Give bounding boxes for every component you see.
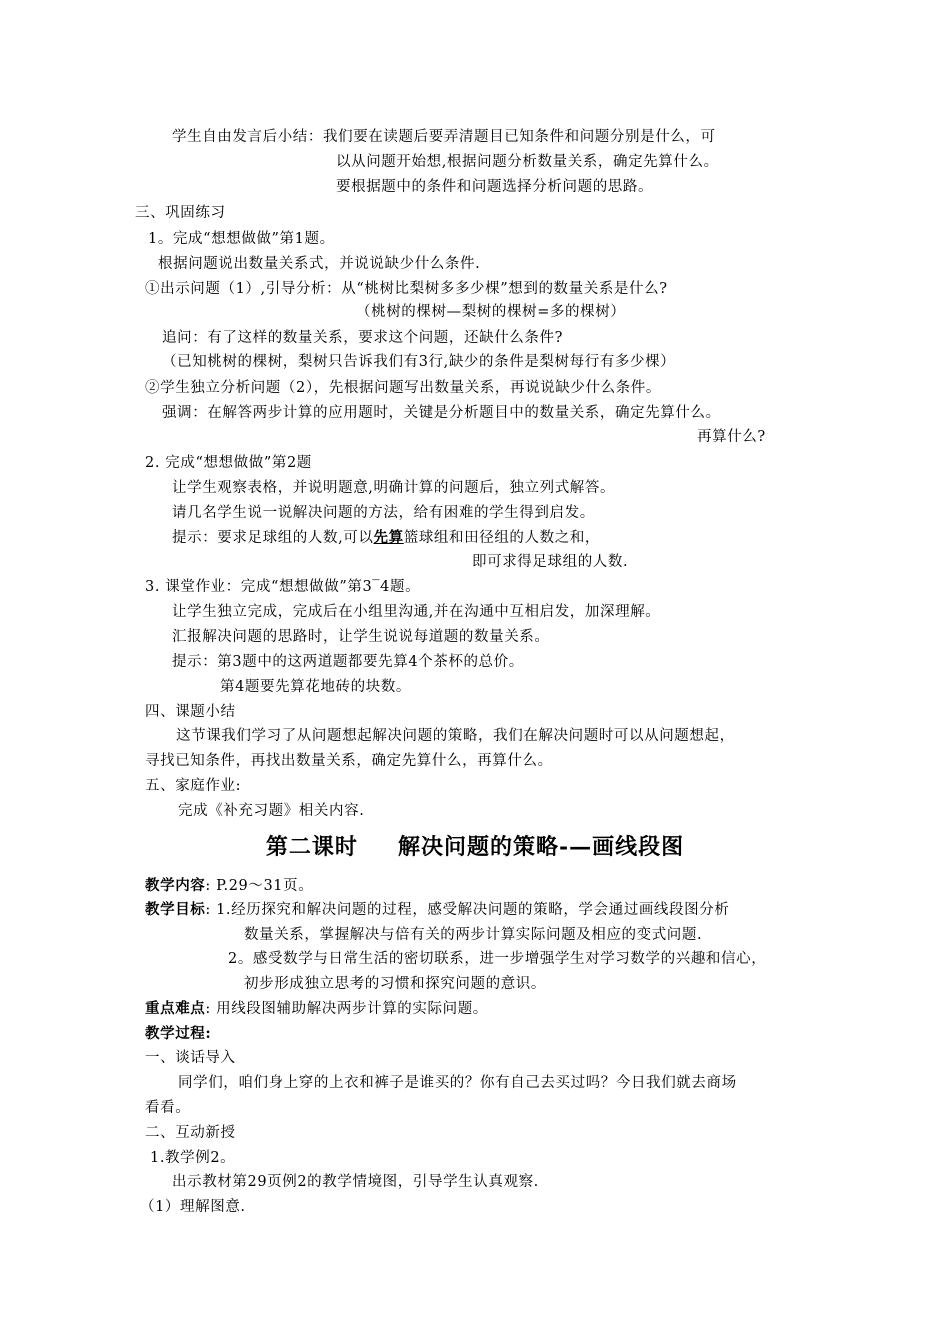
exercise-1-line-b: ①出示问题（1）,引导分析：从“桃树比梨树多多少棵”想到的数量关系是什么? xyxy=(145,281,668,297)
summary-line-2: 以从问题开始想,根据问题分析数量关系，确定先算什么。 xyxy=(336,154,719,170)
section-4-line-1: 这节课我们学习了从问题想起解决问题的策略，我们在解决问题时可以从问题想起， xyxy=(176,728,735,744)
teaching-goal-2a: 2。感受数学与日常生活的密切联系，进一步增强学生对学习数学的兴趣和信心， xyxy=(228,951,767,967)
lesson-title-left: 第二课时 xyxy=(265,834,358,860)
teaching-content-label: 教学内容 xyxy=(145,877,206,894)
teaching-goal-2b: 初步形成独立思考的习惯和探究问题的意识。 xyxy=(244,976,546,992)
hint-suffix: 篮球组和田径组的人数之和， xyxy=(403,530,601,546)
teaching-goal-label: 教学目标 xyxy=(145,901,206,918)
teaching-goal-1a: : 1.经历探究和解决问题的过程，感受解决问题的策略，学会通过画线段图分析 xyxy=(205,902,730,918)
teaching-process-label: 教学过程: xyxy=(145,1025,212,1042)
section-4-heading: 四、课题小结 xyxy=(145,704,236,720)
summary-line-3: 要根据题中的条件和问题选择分析问题的思路。 xyxy=(336,179,654,195)
exercise-3-line-c: 提示：第3题中的这两道题都要先算4个茶杯的总价。 xyxy=(172,654,524,670)
exercise-1-line-h: 再算什么? xyxy=(697,429,766,445)
part-2-line-a: 1.教学例2。 xyxy=(150,1150,236,1166)
section-3-heading: 三、巩固练习 xyxy=(135,205,226,221)
part-2-line-b: 出示教材第29页例2的教学情境图，引导学生认真观察. xyxy=(172,1174,539,1190)
exercise-3: 3. 课堂作业：完成“想想做做”第3‾4题。 xyxy=(145,579,421,595)
hint-prefix: 提示：要求足球组的人数,可以 xyxy=(172,530,374,546)
teaching-content xyxy=(145,876,313,896)
exercise-1-line-g: 强调：在解答两步计算的应用题时，关键是分析题目中的数量关系，确定先算什么。 xyxy=(162,405,721,421)
lesson-title-right: 解决问题的策略-—画线段图 xyxy=(397,834,685,860)
hint-underlined: 先算 xyxy=(373,529,404,546)
key-difficulty xyxy=(145,999,488,1019)
key-difficulty-value: : 用线段图辅助解决两步计算的实际问题。 xyxy=(205,1001,488,1017)
section-4-line-2: 寻找已知条件，再找出数量关系，确定先算什么，再算什么。 xyxy=(145,753,553,769)
exercise-3-line-b: 汇报解决问题的思路时，让学生说说每道题的数量关系。 xyxy=(172,629,550,645)
exercise-3-line-d: 第4题要先算花地砖的块数。 xyxy=(220,679,412,695)
exercise-1-line-a: 根据问题说出数量关系式，并说说缺少什么条件. xyxy=(158,256,481,272)
teaching-content-value: : P.29～31页。 xyxy=(205,878,314,894)
exercise-1-line-c: （桃树的棵树—梨树的棵树=多的棵树） xyxy=(356,304,626,320)
section-5-heading: 五、家庭作业: xyxy=(145,778,242,794)
part-2-line-c: （1）理解图意. xyxy=(140,1199,246,1215)
exercise-3-line-a: 让学生独立完成，完成后在小组里沟通,并在沟通中互相启发，加深理解。 xyxy=(172,604,661,620)
key-difficulty-label: 重点难点 xyxy=(145,1000,206,1017)
exercise-2-line-d: 即可求得足球组的人数. xyxy=(472,554,629,570)
exercise-1-line-e: （已知桃树的棵树，梨树只告诉我们有3行,缺少的条件是梨树每行有多少棵） xyxy=(162,354,676,370)
part-2-heading: 二、互动新授 xyxy=(145,1125,236,1141)
exercise-2-line-c xyxy=(172,528,600,548)
exercise-1: 1。完成“想想做做”第1题。 xyxy=(148,231,335,247)
exercise-2-line-a: 让学生观察表格，并说明题意,明确计算的问题后，独立列式解答。 xyxy=(172,480,616,496)
exercise-1-line-f: ②学生独立分析问题（2），先根据问题写出数量关系，再说说缺少什么条件。 xyxy=(145,380,661,396)
teaching-goal-1b: 数量关系，掌握解决与倍有关的两步计算实际问题及相应的变式问题. xyxy=(244,927,703,943)
summary-line-1: 学生自由发言后小结：我们要在读题后要弄清题目已知条件和问题分别是什么，可 xyxy=(172,129,716,145)
exercise-1-line-d: 追问：有了这样的数量关系，要求这个问题，还缺什么条件? xyxy=(162,330,563,346)
exercise-2-line-b: 请几名学生说一说解决问题的方法，给有困难的学生得到启发。 xyxy=(172,505,595,521)
teaching-goal xyxy=(145,900,729,920)
part-1-line-b: 看看。 xyxy=(145,1100,191,1116)
part-1-line-a: 同学们，咱们身上穿的上衣和裤子是谁买的？你有自己去买过吗？今日我们就去商场 xyxy=(178,1075,737,1091)
exercise-2: 2. 完成“想想做做”第2题 xyxy=(145,455,312,471)
part-1-heading: 一、谈话导入 xyxy=(145,1050,236,1066)
lesson-title xyxy=(0,830,950,861)
section-5-line-1: 完成《补充习题》相关内容. xyxy=(178,803,365,819)
